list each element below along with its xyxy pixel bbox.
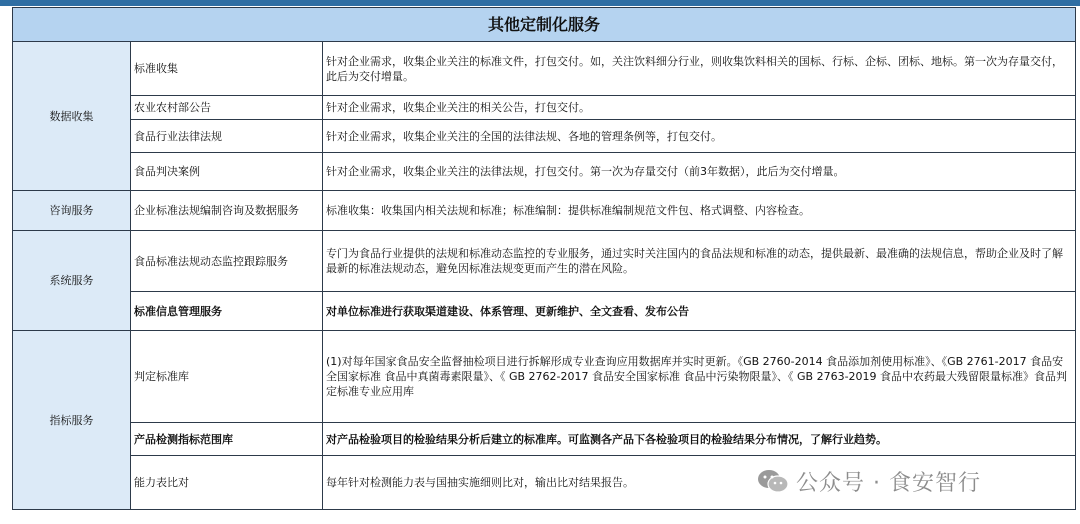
category-consulting: 咨询服务	[13, 191, 131, 231]
table-title: 其他定制化服务	[13, 8, 1076, 42]
service-name: 农业农村部公告	[131, 96, 323, 120]
service-description: (1)对每年国家食品安全监督抽检项目进行拆解形成专业查询应用数据库并实时更新。《GB 2760-2014 食品添加剂使用标准》、《GB 2761-2017 食品安全国家标准 食品中真菌毒素限量》、《 GB 2762-2017 食品安全国家标准 食品中污染物限量》、《 GB 2763-2019 食品中农药最大残留限量标准》食品判定标准专业应用库	[323, 331, 1076, 423]
service-description: 专门为食品行业提供的法规和标准动态监控的专业服务，通过实时关注国内的食品法规和标准的动态，提供最新、最准确的法规信息，帮助企业及时了解最新的标准法规动态，避免因标准法规变更而产生的潜在风险。	[323, 231, 1076, 292]
service-name: 标准信息管理服务	[131, 292, 323, 331]
service-description: 对产品检验项目的检验结果分析后建立的标准库。可监测各产品下各检验项目的检验结果分布情况，了解行业趋势。	[323, 423, 1076, 456]
wechat-icon	[756, 468, 790, 494]
service-name: 食品行业法律法规	[131, 120, 323, 153]
service-name: 判定标准库	[131, 331, 323, 423]
service-name: 产品检测指标范围库	[131, 423, 323, 456]
services-table-wrapper	[12, 7, 1075, 510]
service-name: 食品判决案例	[131, 153, 323, 191]
watermark-text: 公众号 · 食安智行	[796, 470, 981, 496]
category-system: 系统服务	[13, 231, 131, 331]
service-description: 针对企业需求，收集企业关注的标准文件，打包交付。如，关注饮料细分行业，则收集饮料相关的国标、行标、企标、团标、地标。第一次为存量交付，此后为交付增量。	[323, 42, 1076, 96]
category-data-collection: 数据收集	[13, 42, 131, 191]
service-description: 针对企业需求，收集企业关注的全国的法律法规、各地的管理条例等，打包交付。	[323, 120, 1076, 153]
service-name: 能力表比对	[131, 456, 323, 510]
service-description: 每年针对检测能力表与国抽实施细则比对，输出比对结果报告。	[323, 456, 1076, 510]
services-table	[12, 7, 1076, 510]
service-description: 对单位标准进行获取渠道建设、体系管理、更新维护、全文查看、发布公告	[323, 292, 1076, 331]
service-name: 企业标准法规编制咨询及数据服务	[131, 191, 323, 231]
service-name: 标准收集	[131, 42, 323, 96]
service-description: 针对企业需求，收集企业关注的相关公告，打包交付。	[323, 96, 1076, 120]
wechat-watermark	[756, 466, 981, 496]
top-strip	[0, 0, 1080, 6]
service-name: 食品标准法规动态监控跟踪服务	[131, 231, 323, 292]
category-indicator: 指标服务	[13, 331, 131, 510]
service-description: 针对企业需求，收集企业关注的法律法规，打包交付。第一次为存量交付（前3年数据），此后为交付增量。	[323, 153, 1076, 191]
service-description: 标准收集：收集国内相关法规和标准；标准编制：提供标准编制规范文件包、格式调整、内容检查。	[323, 191, 1076, 231]
